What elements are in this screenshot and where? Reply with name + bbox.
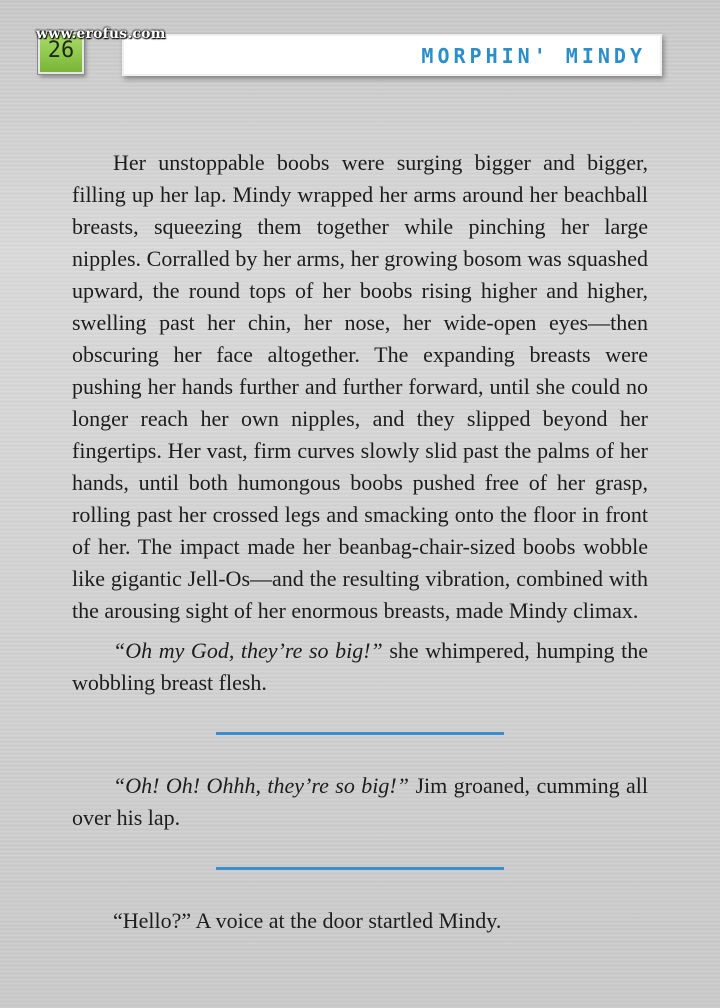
dialogue-quote: “Oh! Oh! Ohhh, they’re so big!” bbox=[113, 773, 409, 798]
dialogue-quote: “Oh my God, they’re so big!” bbox=[113, 638, 383, 663]
paragraph: Her unstoppable boobs were surging bigger and bigger, filling up her lap. Mindy wrapped her arms around her beachball breasts, squeezing them together while pinching her large nipples. Corralled by her arms, her growing bosom was squashed upward, the round tops of her boobs rising higher and higher, swelling past her chin, her nose, her wide-open eyes—then obscuring her face altogether. The expanding breasts were pushing her hands further and further forward, until she could no longer reach her own nipples, and they slipped beyond her fingertips. Her vast, firm curves slowly slid past the palms of her hands, until both humongous boobs pushed free of her grasp, rolling past her crossed legs and smacking onto the floor in front of her. The impact made her beanbag-chair-sized boobs wobble like gigantic Jell-Os—and the resulting vibration, combined with the arousing sight of her enormous breasts, made Mindy climax. bbox=[72, 150, 648, 623]
dialogue-tail: she whimpered, humping the wobbling breast flesh. bbox=[72, 638, 648, 695]
page-number: 26 bbox=[47, 38, 75, 63]
dialogue-paragraph bbox=[72, 635, 648, 699]
watermark: www.erofus.com bbox=[36, 26, 166, 42]
paragraph: “Hello?” A voice at the door startled Mindy. bbox=[113, 908, 502, 933]
book-title: MORPHIN' MINDY bbox=[421, 44, 646, 68]
header-title-bar bbox=[122, 34, 662, 76]
page-body bbox=[72, 147, 648, 937]
dialogue-paragraph bbox=[72, 770, 648, 834]
section-divider bbox=[216, 867, 504, 870]
section-divider bbox=[216, 732, 504, 735]
dialogue-tail: Jim groaned, cumming all over his lap. bbox=[72, 773, 649, 830]
